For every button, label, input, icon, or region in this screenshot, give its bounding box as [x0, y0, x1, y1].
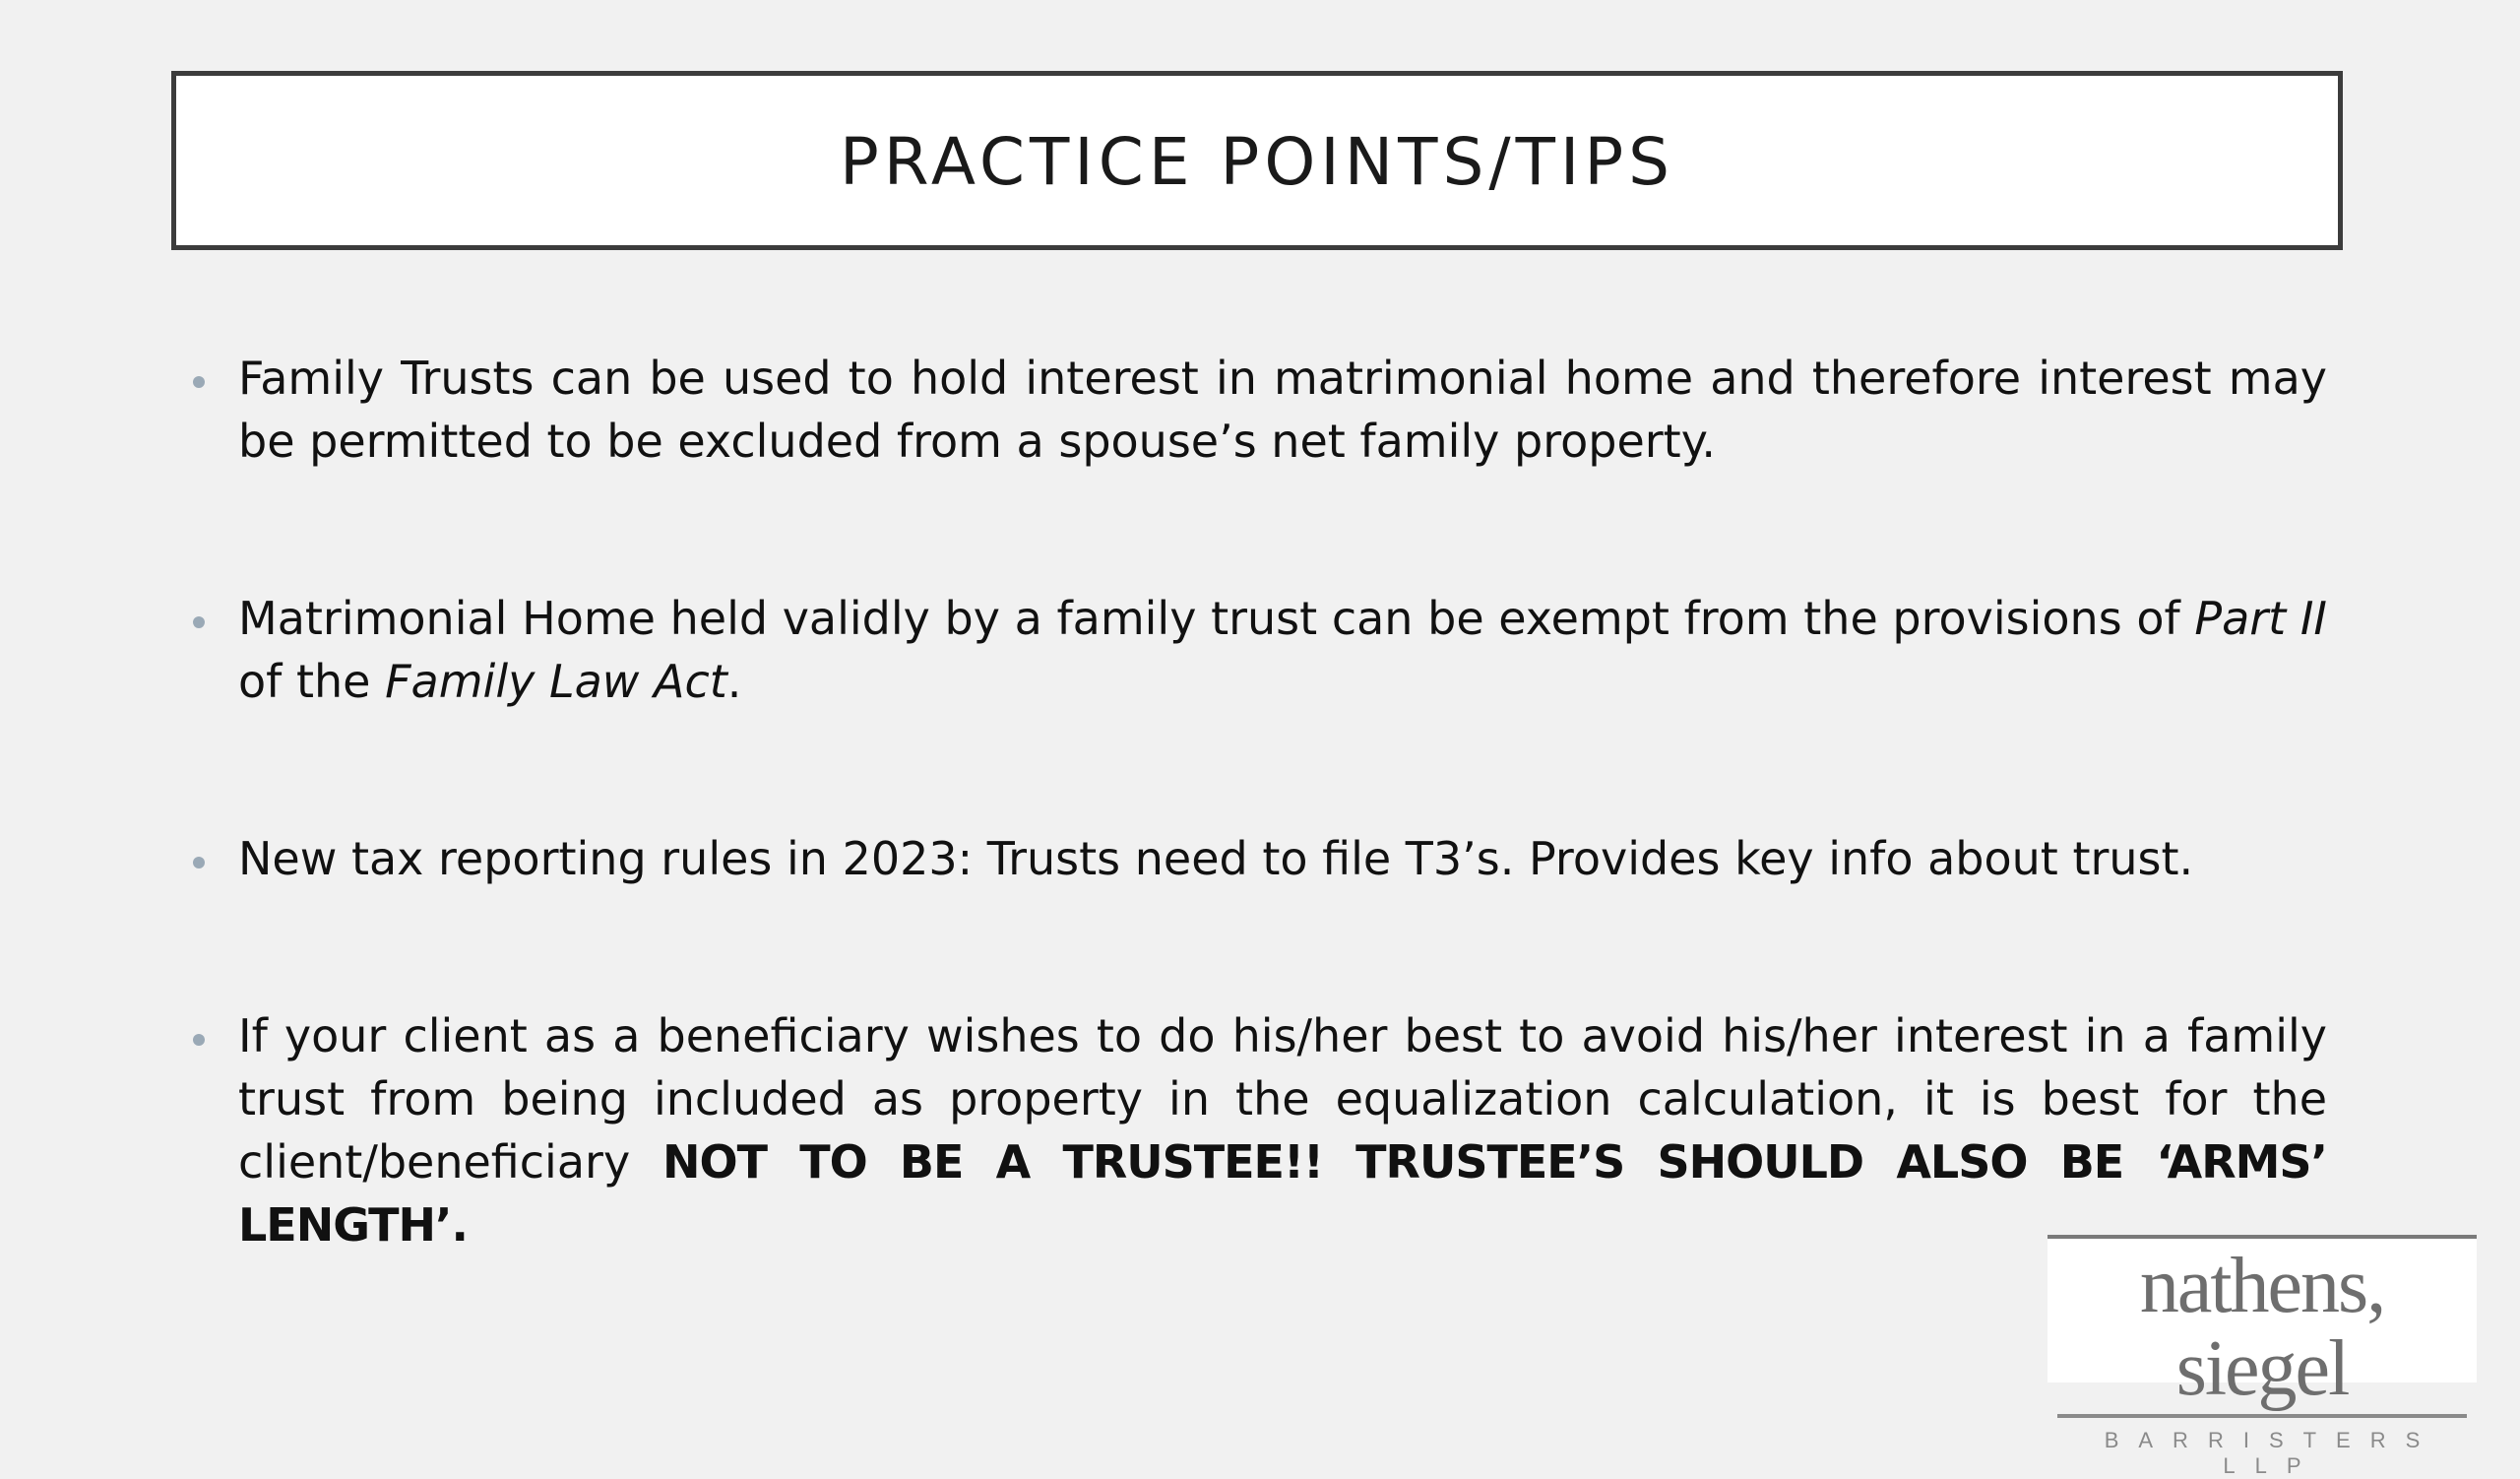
slide-title: PRACTICE POINTS/TIPS	[839, 123, 1675, 200]
firm-logo	[2048, 1235, 2477, 1478]
bullet-text-2a: Matrimonial Home held validly by a family trust can be exempt from the provisions of	[238, 592, 2195, 645]
logo-subtitle: BARRISTERS LLP	[2104, 1428, 2440, 1478]
title-box	[171, 71, 2343, 250]
bullet-dot-icon	[193, 376, 205, 388]
bullet-text-2d: Family Law Act	[385, 655, 727, 708]
bullet-item	[187, 827, 2327, 890]
bullet-item	[187, 1004, 2327, 1256]
bullet-text-3: New tax reporting rules in 2023: Trusts need to file T3’s. Provides key info about trust.	[238, 832, 2194, 885]
bullet-list	[187, 347, 2327, 1256]
bullet-text-2c: of the	[238, 655, 386, 708]
bullet-text-4b: NOT TO BE A TRUSTEE!! TRUSTEE’S SHOULD ALSO BE ‘ARMS’ LENGTH’.	[238, 1135, 2328, 1252]
bullet-text-2b: Part II	[2194, 592, 2327, 645]
bullet-text-4a: If your client as a beneficiary wishes to do his/her best to avoid his/her interest in a family trust from being included as property in the equalization calculation, it is best for the client/beneficiary	[238, 1009, 2327, 1189]
bullet-item	[187, 587, 2327, 713]
bullet-dot-icon	[193, 616, 205, 628]
bullet-item	[187, 347, 2327, 473]
bullet-text-2e: .	[726, 655, 742, 708]
logo-divider	[2057, 1414, 2467, 1418]
bullet-dot-icon	[193, 1034, 205, 1046]
bullet-text-1: Family Trusts can be used to hold interest in matrimonial home and therefore interest may be permitted to be excluded from a spouse’s net family property.	[238, 352, 2327, 468]
bullet-dot-icon	[193, 857, 205, 868]
logo-name: nathens, siegel	[2139, 1243, 2385, 1412]
